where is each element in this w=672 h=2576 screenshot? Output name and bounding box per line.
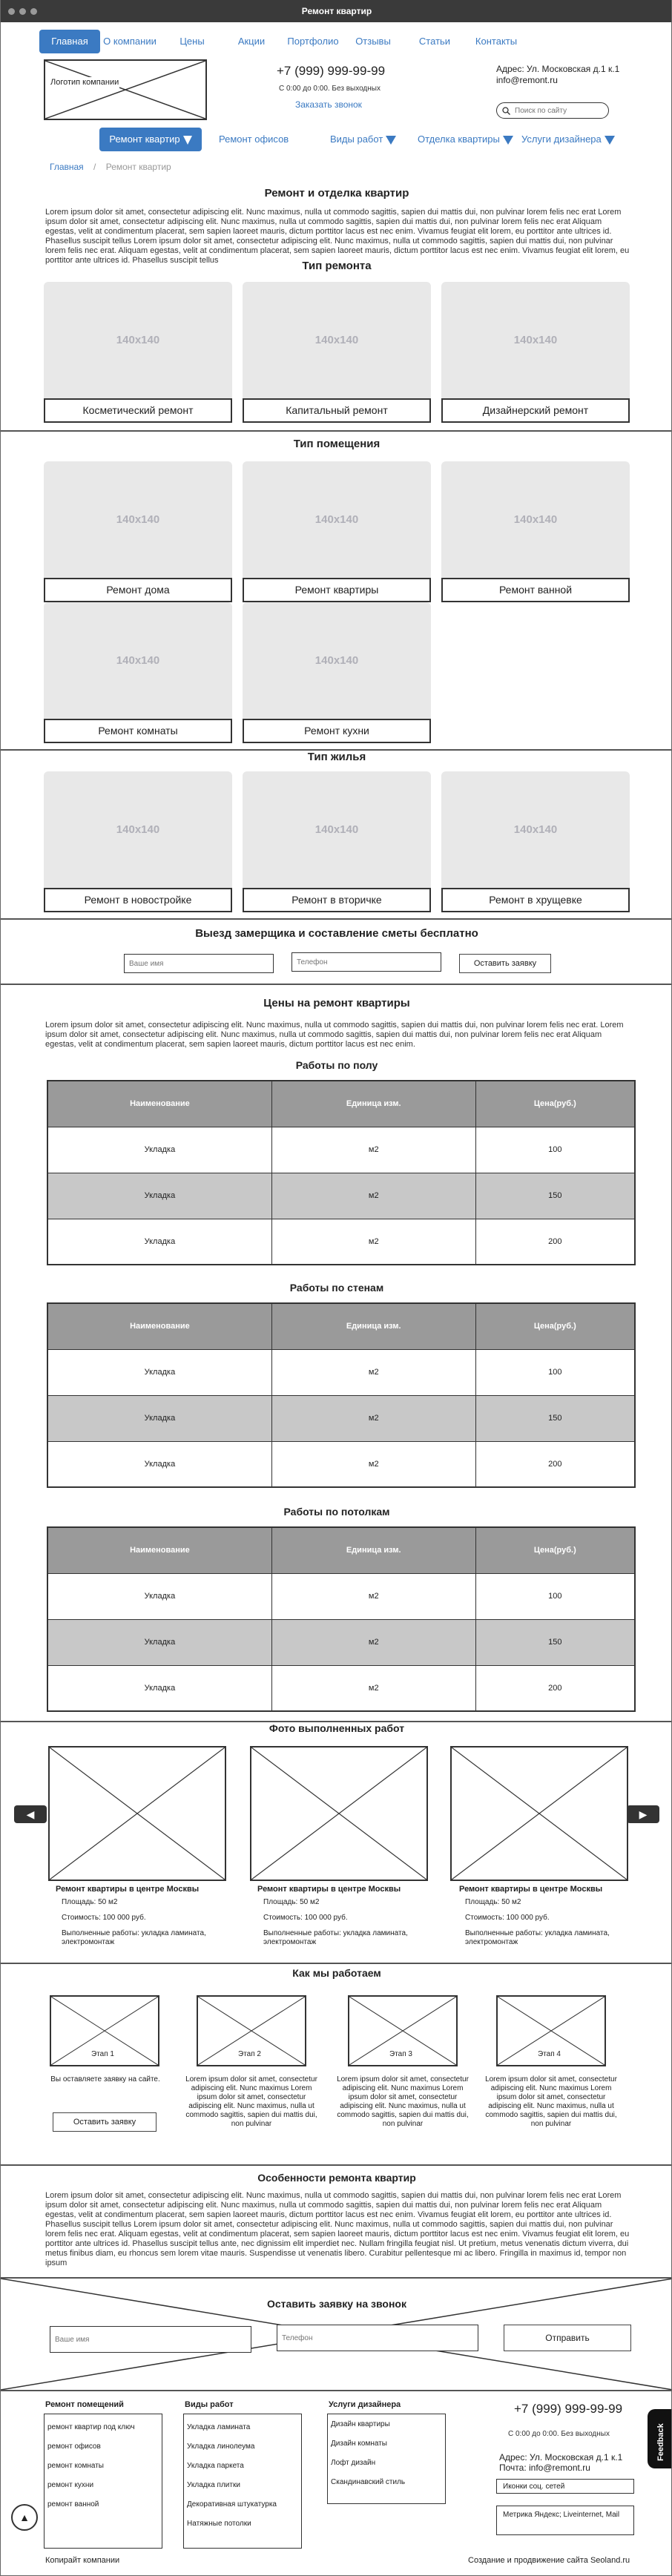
logo-text: Логотип компании [50,78,119,87]
chevron-down-icon [503,136,513,145]
table-cell: 200 [475,1219,635,1265]
subnav-offices[interactable]: Ремонт офисов [219,134,289,145]
repair-type-button[interactable]: Дизайнерский ремонт [441,398,630,423]
table-cell: Укладка [47,1219,271,1265]
table-cell: 100 [475,1349,635,1395]
table-cell: Укладка [47,1173,271,1219]
table-cell: Укладка [47,1349,271,1395]
portfolio-item-area: Площадь: 50 м2 [62,1898,118,1906]
callback-phone-input[interactable] [277,2325,478,2351]
table-cell: Укладка [47,1395,271,1441]
footer-link[interactable]: ремонт офисов [47,2442,101,2451]
step-label: Этап 3 [389,2050,412,2058]
image-placeholder: 140x140 [116,513,160,526]
maximize-window-button[interactable] [30,8,37,15]
table-cell: 200 [475,1665,635,1711]
footer-col3-title: Услуги дизайнера [329,2400,401,2409]
header-phone: +7 (999) 999-99-99 [277,64,386,78]
callback-link[interactable]: Заказать звонок [295,99,362,110]
step-image [50,1995,159,2066]
window-title: Ремонт квартир [301,6,372,16]
step-image [197,1995,306,2066]
column-header: Единица изм. [271,1303,475,1349]
header-hours: С 0:00 до 0:00. Без выходных [279,85,381,93]
measure-submit-button[interactable]: Оставить заявку [459,954,551,973]
table-cell: м2 [271,1619,475,1665]
intro-text: Lorem ipsum dolor sit amet, consectetur adipiscing elit. Nunc maximus, nulla ut commodo sagittis, sapien dui mattis dui, non pulvinar lorem felis nec erat Lorem ipsum dolor sit amet, consectetur adipiscing elit. Nunc maximus, nulla ut commodo sagittis, sapien dui mattis dui, non pulvinar lorem felis nec erat Aliquam egestas, velit at condimentum placerat, sem sapien laoreet mauris, dictum porttitor lacus est nec enim. Vivamus feugiat elit lorem, eu porttitor ante ultrices id. Phasellus suscipit tellus Lorem ipsum dolor sit amet, consectetur adipiscing elit. Nunc maximus, nulla ut commodo sagittis, sapien dui mattis dui, non pulvinar lorem felis nec erat. Aliquam egestas, velit at condimentum placerat, sem sapien laoreet mauris, dictum porttitor lacus est nec enim. Vivamus feugiat elit lorem, eu porttitor ante ultrices id. Phasellus suscipit tellus [45,208,630,265]
footer-link[interactable]: Укладка ламината [187,2423,251,2431]
social-icons[interactable]: Иконки соц. сетей [496,2479,634,2494]
nav-about[interactable]: О компании [103,36,157,47]
feedback-label: Feedback [656,2423,665,2461]
portfolio-photo[interactable] [450,1746,628,1881]
step-label: Этап 4 [538,2050,561,2058]
table-row [47,1127,635,1173]
floor-price-table [47,1080,636,1265]
portfolio-item-area: Площадь: 50 м2 [263,1898,320,1906]
table-row [47,1665,635,1711]
table-cell: 100 [475,1573,635,1619]
footer-phone: +7 (999) 999-99-99 [514,2402,623,2416]
table-cell: м2 [271,1219,475,1265]
logo-placeholder-icon [45,61,205,119]
portfolio-item-title: Ремонт квартиры в центре Москвы [459,1885,603,1894]
portfolio-item [56,1885,226,1947]
footer-copyright: Копирайт компании [45,2556,120,2565]
footer-col2-list [183,2414,302,2549]
image-placeholder: 140x140 [314,823,359,836]
room-type-button[interactable]: Ремонт квартиры [243,578,431,602]
room-type-card[interactable] [441,461,630,602]
housing-type-button[interactable]: Ремонт в новостройке [44,888,232,912]
image-placeholder-icon [50,1747,225,1880]
portfolio-item-area: Площадь: 50 м2 [465,1898,521,1906]
portfolio-item [459,1885,630,1947]
table-cell: Укладка [47,1665,271,1711]
scroll-top-button[interactable] [11,2504,38,2531]
subnav-work-types[interactable] [330,134,396,145]
portfolio-item-cost: Стоимость: 100 000 руб. [263,1914,348,1922]
carousel-prev-button[interactable] [14,1805,47,1823]
portfolio-item [257,1885,428,1947]
search-box[interactable] [496,102,609,119]
housing-type-button[interactable]: Ремонт в хрущевке [441,888,630,912]
breadcrumb-current: Ремонт квартир [105,162,171,172]
portfolio-item-works: Выполненные работы: укладка ламината, электромонтаж [263,1929,408,1946]
room-type-button[interactable]: Ремонт дома [44,578,232,602]
ceiling-price-table [47,1526,636,1712]
column-header: Наименование [47,1527,271,1573]
footer-link[interactable]: ремонт комнаты [47,2462,104,2470]
callback-name-input[interactable] [50,2326,251,2353]
measure-name-input[interactable] [124,954,274,973]
table-cell: 200 [475,1441,635,1487]
table-row [47,1441,635,1487]
floor-table-title: Работы по полу [295,1059,378,1071]
column-header: Наименование [47,1081,271,1127]
repair-types-title: Тип ремонта [302,260,372,272]
section-divider [1,1963,672,1964]
subnav-apartments[interactable] [99,128,202,151]
room-type-card[interactable] [44,602,232,743]
table-row [47,1395,635,1441]
how-submit-button[interactable]: Оставить заявку [53,2112,157,2132]
nav-reviews[interactable]: Отзывы [355,36,391,47]
search-input[interactable] [510,105,605,116]
image-placeholder: 140x140 [314,513,359,526]
image-placeholder: 140x140 [116,823,160,836]
footer-link[interactable]: Укладка паркета [187,2462,244,2470]
table-cell: 150 [475,1619,635,1665]
table-row [47,1619,635,1665]
prices-text: Lorem ipsum dolor sit amet, consectetur adipiscing elit. Nunc maximus, nulla ut commodo sagittis, sapien dui mattis dui, non pulvinar lorem felis nec erat. Lorem ipsum dolor sit amet, consectetur adipiscing elit. Nunc maximus, nulla ut commodo sagittis, sapien dui mattis dui, non pulvinar lorem felis nec erat Aliquam egestas, velit at condimentum placerat, sem sapien laoreet mauris, dictum porttitor lacus est nec enim. [45,1021,624,1049]
image-placeholder: 140x140 [116,654,160,667]
image-placeholder: 140x140 [314,334,359,346]
table-row [47,1219,635,1265]
step-text: Lorem ipsum dolor sit amet, consectetur adipiscing elit. Nunc maximus Lorem ipsum dolor sit amet, consectetur adipiscing elit. Nunc maximus, nulla ut commodo sagittis, sapien dui mattis dui, non pulvinar [185,2075,317,2128]
housing-types-title: Тип жилья [307,751,366,763]
image-placeholder: 140x140 [513,513,558,526]
subnav-designer[interactable] [521,134,615,145]
chevron-down-icon [386,136,396,145]
header-address: Адрес: Ул. Московская д.1 к.1 [496,64,620,74]
portfolio-item-cost: Стоимость: 100 000 руб. [62,1914,146,1922]
footer-metrics: Метрика Яндекс; Liveinternet, Mail [496,2506,634,2535]
chevron-down-icon [605,136,615,145]
subnav-finishing-label: Отделка квартиры [418,134,500,145]
portfolio-photo[interactable] [250,1746,428,1881]
footer-link[interactable]: Дизайн квартиры [331,2420,390,2428]
window-titlebar [1,0,672,22]
footer-credits[interactable]: Создание и продвижение сайта Seoland.ru [468,2556,630,2565]
table-cell: 150 [475,1173,635,1219]
table-row [47,1173,635,1219]
table-cell: Укладка [47,1441,271,1487]
step-label: Этап 1 [91,2050,114,2058]
footer-link[interactable]: Декоративная штукатурка [187,2500,277,2509]
footer-email[interactable]: Почта: info@remont.ru [499,2463,590,2473]
footer-col2-title: Виды работ [185,2400,234,2409]
housing-type-button[interactable]: Ремонт в вторичке [243,888,431,912]
section-divider [1,918,672,920]
footer-link[interactable]: Лофт дизайн [331,2459,376,2467]
arrow-right-icon: ▶ [639,1808,648,1820]
footer-hours: С 0:00 до 0:00. Без выходных [508,2430,610,2438]
footer-link[interactable]: ремонт квартир под ключ [47,2423,135,2431]
section-divider [1,430,672,432]
footer-link[interactable]: ремонт ванной [47,2500,99,2509]
nav-home[interactable]: Главная [39,30,100,53]
room-type-card[interactable] [243,602,431,743]
chevron-down-icon [183,136,192,145]
footer-link[interactable]: Укладка линолеума [187,2442,255,2451]
footer-col1-list [44,2414,162,2549]
step-label: Этап 2 [238,2050,261,2058]
table-cell: м2 [271,1665,475,1711]
subnav-finishing[interactable] [418,134,513,145]
table-cell: м2 [271,1573,475,1619]
section-divider [1,2390,672,2391]
repair-type-button[interactable]: Косметический ремонт [44,398,232,423]
repair-type-button[interactable]: Капитальный ремонт [243,398,431,423]
company-logo[interactable] [44,59,207,120]
intro-title: Ремонт и отделка квартир [264,187,409,200]
subnav-apartments-label: Ремонт квартир [109,134,180,145]
arrow-up-icon: ▲ [19,2511,30,2523]
table-cell: Укладка [47,1619,271,1665]
table-cell: м2 [271,1173,475,1219]
window-controls [8,8,37,15]
image-placeholder: 140x140 [116,334,160,346]
footer-link[interactable]: Дизайн комнаты [331,2440,387,2448]
search-icon [502,107,510,115]
table-cell: 100 [475,1127,635,1173]
repair-type-card[interactable] [44,282,232,423]
portfolio-item-title: Ремонт квартиры в центре Москвы [257,1885,401,1894]
housing-type-card[interactable] [44,771,232,912]
column-header: Наименование [47,1303,271,1349]
column-header: Цена(руб.) [475,1527,635,1573]
step-image [348,1995,458,2066]
ceiling-table-title: Работы по потолкам [283,1506,390,1518]
how-title: Как мы работаем [292,1967,381,1979]
room-type-card[interactable] [243,461,431,602]
column-header: Единица изм. [271,1527,475,1573]
walls-price-table [47,1302,636,1488]
room-type-card[interactable] [44,461,232,602]
portfolio-photo[interactable] [48,1746,226,1881]
repair-type-card[interactable] [243,282,431,423]
room-type-button[interactable]: Ремонт ванной [441,578,630,602]
features-text: Lorem ipsum dolor sit amet, consectetur adipiscing elit. Nunc maximus, nulla ut commodo sagittis, sapien dui mattis dui, non pulvinar lorem felis nec erat Lorem ipsum dolor sit amet, consectetur adipiscing elit. Nunc maximus, nulla ut commodo sagittis, sapien dui mattis dui, non pulvinar lorem felis nec erat Aliquam egestas, velit at condimentum placerat, sem sapien laoreet mauris, dictum porttitor lacus est nec enim. Vivamus feugiat elit lorem, eu porttitor ante ultrices id. Phasellus suscipit tellus Lorem ipsum dolor sit amet, consectetur adipiscing elit. Nunc maximus, nulla ut commodo sagittis, sapien dui mattis dui, non pulvinar lorem felis nec erat. Aliquam egestas, velit at condimentum placerat, sem sapien laoreet mauris, dictum porttitor lacus est nec enim. Vivamus feugiat elit lorem, eu porttitor ante ultrices id. Phasellus suscipit tellus ante, nec dignissim elit imperdiet nec. Nullam fringilla feugiat nisl. Ut pretium, metus venenatis dictum viverra, dui metus finibus diam, eu rhoncus sem lorem vitae mauris. Suspendisse ut venenatis libero. Curabitur pellentesque mi ac libero. Fringilla in maximus id, tempor non ipsum [45,2191,630,2267]
subnav-designer-label: Услуги дизайнера [521,134,602,145]
measure-title: Выезд замерщика и составление сметы бесплатно [195,927,478,940]
portfolio-title: Фото выполненных работ [269,1722,405,1734]
image-placeholder: 140x140 [314,654,359,667]
carousel-next-button[interactable] [627,1805,659,1823]
step-image [496,1995,606,2066]
subnav-work-types-label: Виды работ [330,134,383,145]
minimize-window-button[interactable] [19,8,26,15]
table-cell: Укладка [47,1127,271,1173]
table-cell: Укладка [47,1573,271,1619]
room-type-button[interactable]: Ремонт кухни [243,719,431,743]
arrow-left-icon: ◀ [26,1808,35,1820]
feedback-tab[interactable] [648,2409,671,2468]
footer-link[interactable]: Укладка плитки [187,2481,240,2489]
close-window-button[interactable] [8,8,15,15]
breadcrumb-separator: / [93,162,96,172]
footer-link[interactable]: Скандинавский стиль [331,2478,406,2486]
nav-articles[interactable]: Статьи [418,36,451,47]
image-placeholder: 140x140 [513,823,558,836]
image-placeholder: 140x140 [513,334,558,346]
image-placeholder-icon [452,1747,627,1880]
column-header: Цена(руб.) [475,1303,635,1349]
measure-phone-input[interactable] [291,952,441,972]
table-cell: м2 [271,1127,475,1173]
nav-promotions[interactable]: Акции [237,36,266,47]
breadcrumb-home[interactable]: Главная [50,162,84,172]
callback-form-title: Оставить заявку на звонок [267,2298,406,2310]
room-types-title: Тип помещения [293,438,381,450]
table-cell: 150 [475,1395,635,1441]
walls-table-title: Работы по стенам [289,1282,384,1294]
portfolio-item-works: Выполненные работы: укладка ламината, электромонтаж [465,1929,610,1946]
callback-send-button[interactable]: Отправить [504,2325,631,2351]
nav-contacts[interactable]: Контакты [475,36,518,47]
repair-type-card[interactable] [441,282,630,423]
nav-portfolio[interactable]: Портфолио [287,36,339,47]
footer-col1-title: Ремонт помещений [45,2400,124,2409]
prices-title: Цены на ремонт квартиры [263,997,410,1009]
portfolio-item-works: Выполненные работы: укладка ламината, электромонтаж [62,1929,206,1946]
table-row [47,1349,635,1395]
housing-type-card[interactable] [441,771,630,912]
footer-address: Адрес: Ул. Московская д.1 к.1 [499,2452,623,2463]
table-row [47,1573,635,1619]
step-text: Вы оставляете заявку на сайте. [50,2075,160,2083]
room-type-button[interactable]: Ремонт комнаты [44,719,232,743]
column-header: Цена(руб.) [475,1081,635,1127]
column-header: Единица изм. [271,1081,475,1127]
step-text: Lorem ipsum dolor sit amet, consectetur adipiscing elit. Nunc maximus Lorem ipsum dolor sit amet, consectetur adipiscing elit. Nunc maximus, nulla ut commodo sagittis, sapien dui mattis dui, non pulvinar [337,2075,469,2128]
step-text: Lorem ipsum dolor sit amet, consectetur adipiscing elit. Nunc maximus Lorem ipsum dolor sit amet, consectetur adipiscing elit. Nunc maximus, nulla ut commodo sagittis, sapien dui mattis dui, non pulvinar [485,2075,617,2128]
breadcrumb [50,162,171,172]
features-title: Особенности ремонта квартир [257,2172,416,2184]
table-cell: м2 [271,1441,475,1487]
footer-link[interactable]: ремонт кухни [47,2481,94,2489]
portfolio-item-title: Ремонт квартиры в центре Москвы [56,1885,200,1894]
image-placeholder-icon [251,1747,426,1880]
footer-link[interactable]: Натяжные потолки [187,2520,251,2528]
section-divider [1,984,672,985]
header-email[interactable]: info@remont.ru [496,75,558,85]
section-divider [1,2164,672,2166]
housing-type-card[interactable] [243,771,431,912]
table-cell: м2 [271,1349,475,1395]
portfolio-item-cost: Стоимость: 100 000 руб. [465,1914,550,1922]
footer-col3-list [327,2414,446,2504]
nav-prices[interactable]: Цены [179,36,205,47]
table-cell: м2 [271,1395,475,1441]
